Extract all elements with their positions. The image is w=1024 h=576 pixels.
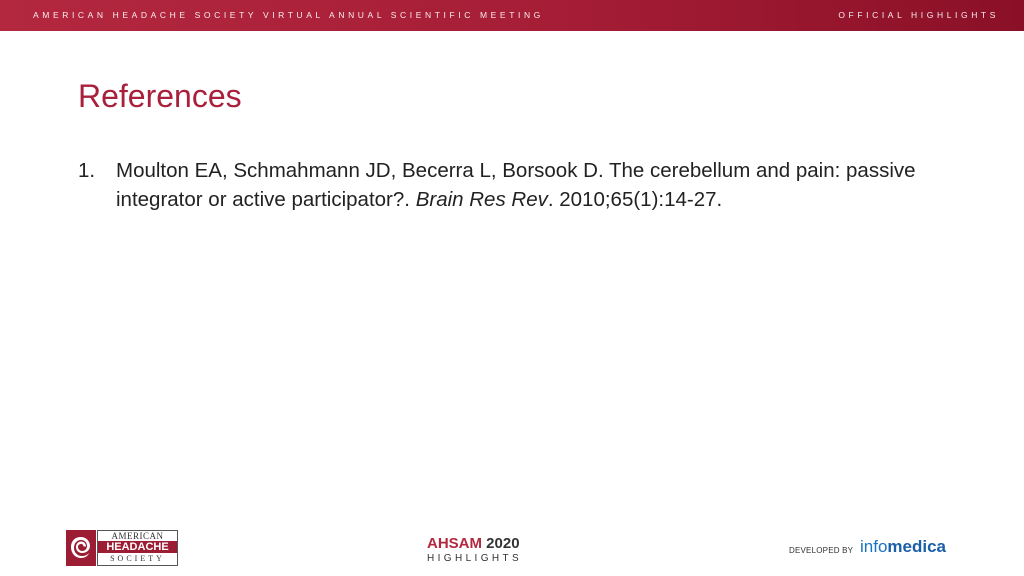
ahs-logo [66, 530, 178, 566]
ahs-wordmark-line3: SOCIETY [110, 554, 165, 563]
reference-journal: Brain Res Rev [415, 188, 548, 211]
ahs-wordmark-line1: AMERICAN [111, 531, 164, 541]
ahsam-highlights-logo [427, 536, 547, 566]
reference-number: 1. [78, 159, 96, 182]
ahs-emblem-icon [66, 530, 96, 566]
slide-title: References [78, 78, 242, 114]
infomedica-part1: info [860, 537, 888, 556]
reference-list [78, 156, 948, 214]
ahs-wordmark [97, 530, 178, 566]
ahsam-year: 2020 [486, 535, 520, 552]
ahsam-brand: AHSAM [427, 535, 482, 552]
ahs-wordmark-line2: HEADACHE [98, 541, 177, 553]
reference-citation: . 2010;65(1):14-27. [547, 188, 723, 211]
official-highlights-label: OFFICIAL HIGHLIGHTS [838, 10, 999, 20]
meeting-name: AMERICAN HEADACHE SOCIETY VIRTUAL ANNUAL SCIENTIFIC MEETING [33, 10, 544, 20]
ahsam-subtitle: HIGHLIGHTS [427, 553, 523, 564]
infomedica-part2: medica [887, 537, 947, 556]
infomedica-logo [860, 537, 946, 557]
reference-text: Moulton EA, Schmahmann JD, Becerra L, Borsook D. The cerebellum and pain: passive integrator or active participator?. [116, 159, 916, 211]
header-bar [0, 0, 1024, 31]
developed-by-label: DEVELOPED BY [789, 546, 854, 555]
reference-item [78, 156, 948, 214]
